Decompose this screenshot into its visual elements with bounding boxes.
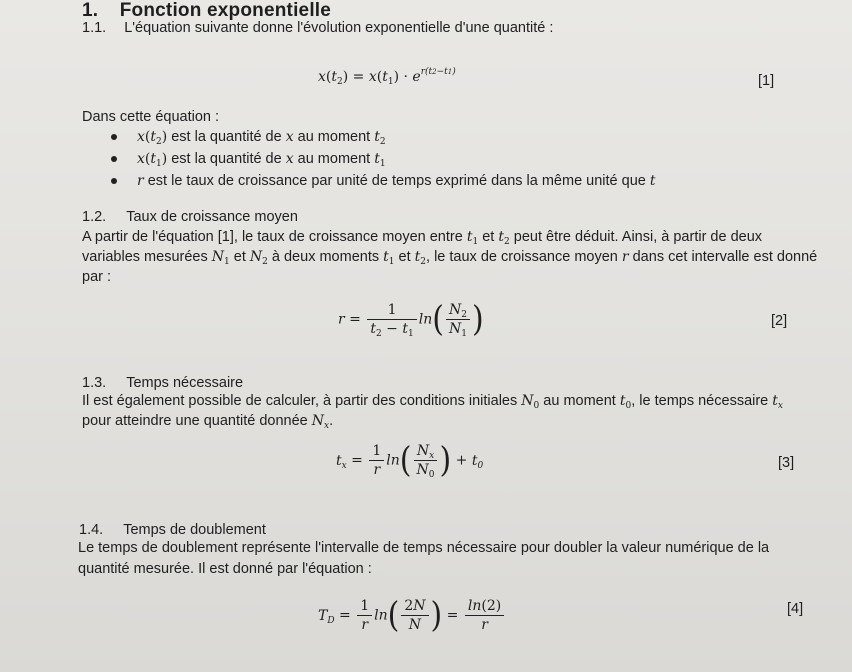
section-number: 1. [82,0,99,21]
equation-1: $x(t2) = x(t1) \cdot e^{r(t2-t1)}$ [318,67,456,87]
equation-3-ref: [3] [778,455,795,471]
equation-4-ref: [4] [787,601,804,617]
bullet-item-2: $x(t_1)$ est la quantité de x au moment $t_1$ [137,151,386,169]
subsection-1-4-heading: 1.4. Temps de doublement [79,522,266,538]
subsection-number: 1.1. [82,20,107,36]
equation-2-ref: [2] [771,313,788,329]
bullet-item-3: r est le taux de croissance par unité de temps exprimé dans la même unité que t [137,173,656,189]
section-title-text: Fonction exponentielle [119,0,332,21]
subsection-1-3-heading: 1.3. Temps nécessaire [82,375,244,391]
subsection-1-1-line [82,19,553,37]
equation-2: r = $\frac{1}{t_2 - t_1}$ ln( $\frac{N_2}{N_1}$ ) [338,298,484,340]
paragraph-1-4-line-2: quantité mesurée. Il est donné par l'équation : [78,561,372,577]
paragraph-1-2-line-3: par : [82,269,112,285]
bullet-marker [111,156,117,162]
paragraph-1-4-line-1: Le temps de doublement représente l'intervalle de temps nécessaire pour doubler la valeur numérique de la [78,540,770,556]
equation-3: $t_x$ = $\frac{1}{r}$ ln( $\frac{N_x}{N_0}$ ) + $t_0$ [336,439,484,481]
subsection-intro-text: L'équation suivante donne l'évolution exponentielle d'une quantité : [124,20,554,36]
paragraph-1-2-line-1: A partir de l'équation [1], le taux de croissance moyen entre $t_1$ et $t_2$ peut être déduit. Ainsi, à partir de deux [82,229,763,247]
paragraph-1-3-line-1: Il est également possible de calculer, à partir des conditions initiales $N_0$ au moment $t_0$, le temps nécessaire $t_x$ [82,393,783,411]
subsection-1-2-heading: 1.2. Taux de croissance moyen [82,209,298,225]
equation-intro: Dans cette équation : [82,109,220,125]
equation-1-ref: [1] [758,73,775,89]
paragraph-1-2-line-2: variables mesurées $N_1$ et $N_2$ à deux moments $t_1$ et $t_2$, le taux de croissance moyen r dans cet intervalle est donné [82,249,818,267]
bullet-marker [111,178,117,184]
paragraph-1-3-line-2: pour atteindre une quantité donnée $N_x$. [82,413,334,431]
equation-4: $T_D$ = $\frac{1}{r}$ ln( $\frac{2N}{N}$ ) = $\frac{\ln(2)}{r}$ [318,598,506,633]
bullet-item-1: $x(t_2)$ est la quantité de x au moment $t_2$ [137,129,386,147]
bullet-marker [111,134,117,140]
